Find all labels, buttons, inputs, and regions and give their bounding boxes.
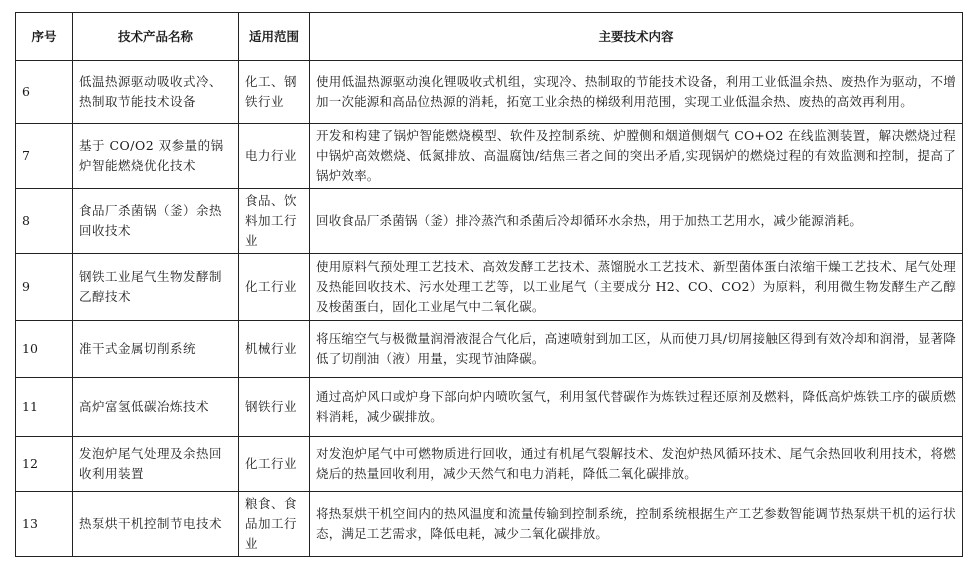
table-row xyxy=(16,437,963,492)
header-scope: 适用范围 xyxy=(239,13,310,61)
table-row xyxy=(16,61,963,124)
technical-content: 将热泵烘干机空间内的热风温度和流量传输到控制系统，控制系统根据生产工艺参数智能调节热泵烘干机的运行状态，满足工艺需求，降低电耗，减少二氧化碳排放。 xyxy=(310,492,963,557)
table-row xyxy=(16,321,963,378)
technical-content: 使用原料气预处理工艺技术、高效发酵工艺技术、蒸馏脱水工艺技术、新型菌体蛋白浓缩干燥工艺技术、尾气处理及热能回收技术、污水处理工艺等，以工业尾气（主要成分 H2、CO、CO2）为原料，利用微生物发酵生产乙醇及梭菌蛋白，固化工业尾气中二氧化碳。 xyxy=(310,254,963,321)
technical-content: 开发和构建了锅炉智能燃烧模型、软件及控制系统、炉膛侧和烟道侧烟气 CO+O2 在线监测装置，解决燃烧过程中锅炉高效燃烧、低氮排放、高温腐蚀/结焦三者之间的突出矛盾,实现锅炉的燃烧过程的有效监测和控制，提高了锅炉效率。 xyxy=(310,124,963,189)
application-scope: 化工行业 xyxy=(239,437,310,492)
row-number: 11 xyxy=(16,378,73,437)
table-row xyxy=(16,492,963,557)
row-number: 12 xyxy=(16,437,73,492)
product-name: 钢铁工业尾气生物发酵制乙醇技术 xyxy=(73,254,239,321)
product-name: 基于 CO/O2 双参量的锅炉智能燃烧优化技术 xyxy=(73,124,239,189)
row-number: 6 xyxy=(16,61,73,124)
row-number: 9 xyxy=(16,254,73,321)
application-scope: 化工、钢铁行业 xyxy=(239,61,310,124)
technology-table xyxy=(15,12,963,557)
product-name: 高炉富氢低碳冶炼技术 xyxy=(73,378,239,437)
product-name: 发泡炉尾气处理及余热回收利用装置 xyxy=(73,437,239,492)
technical-content: 使用低温热源驱动溴化锂吸收式机组，实现冷、热制取的节能技术设备，利用工业低温余热、废热作为驱动，不增加一次能源和高品位热源的消耗，拓宽工业余热的梯级利用范围，实现工业低温余热、废热的高效再利用。 xyxy=(310,61,963,124)
technical-content: 对发泡炉尾气中可燃物质进行回收，通过有机尾气裂解技术、发泡炉热风循环技术、尾气余热回收利用技术，将燃烧后的热量回收利用，减少天然气和电力消耗，降低二氧化碳排放。 xyxy=(310,437,963,492)
header-content: 主要技术内容 xyxy=(310,13,963,61)
technical-content: 回收食品厂杀菌锅（釜）排冷蒸汽和杀菌后冷却循环水余热，用于加热工艺用水，减少能源消耗。 xyxy=(310,189,963,254)
technical-content: 将压缩空气与极微量润滑液混合气化后，高速喷射到加工区，从而使刀具/切屑接触区得到有效冷却和润滑，显著降低了切削油（液）用量，实现节油降碳。 xyxy=(310,321,963,378)
table-row xyxy=(16,189,963,254)
application-scope: 化工行业 xyxy=(239,254,310,321)
row-number: 7 xyxy=(16,124,73,189)
product-name: 准干式金属切削系统 xyxy=(73,321,239,378)
row-number: 8 xyxy=(16,189,73,254)
table-row xyxy=(16,254,963,321)
product-name: 低温热源驱动吸收式冷、热制取节能技术设备 xyxy=(73,61,239,124)
header-name: 技术产品名称 xyxy=(73,13,239,61)
application-scope: 电力行业 xyxy=(239,124,310,189)
application-scope: 粮食、食品加工行业 xyxy=(239,492,310,557)
application-scope: 机械行业 xyxy=(239,321,310,378)
table-row xyxy=(16,378,963,437)
row-number: 10 xyxy=(16,321,73,378)
table-row xyxy=(16,124,963,189)
table-header-row xyxy=(16,13,963,61)
product-name: 热泵烘干机控制节电技术 xyxy=(73,492,239,557)
product-name: 食品厂杀菌锅（釜）余热回收技术 xyxy=(73,189,239,254)
application-scope: 食品、饮料加工行业 xyxy=(239,189,310,254)
application-scope: 钢铁行业 xyxy=(239,378,310,437)
row-number: 13 xyxy=(16,492,73,557)
header-no: 序号 xyxy=(16,13,73,61)
technical-content: 通过高炉风口或炉身下部向炉内喷吹氢气，利用氢代替碳作为炼铁过程还原剂及燃料，降低高炉炼铁工序的碳质燃料消耗，减少碳排放。 xyxy=(310,378,963,437)
